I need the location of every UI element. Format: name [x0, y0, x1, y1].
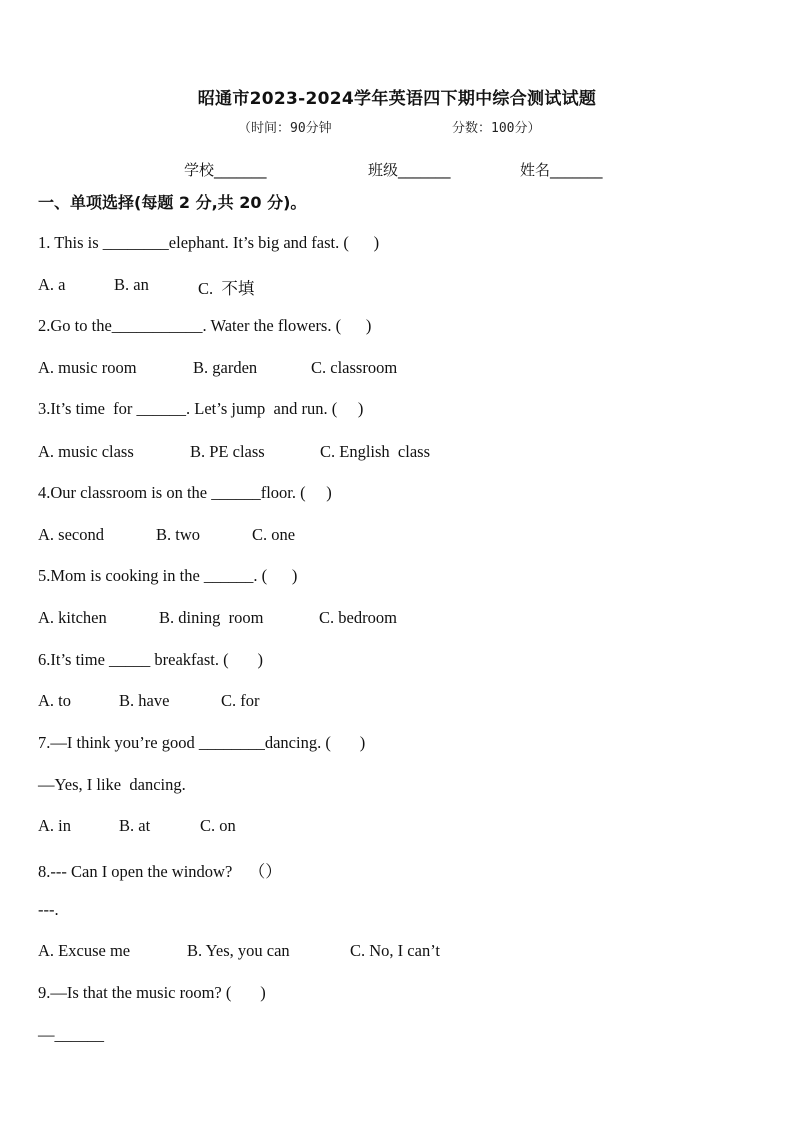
- q4-option-b: B. two: [156, 525, 201, 544]
- q8-option-c: C. No, I can’t: [350, 941, 440, 960]
- section-heading: 一、单项选择(每题 2 分,共 20 分)。: [38, 193, 307, 212]
- q3-option-a: A. music class: [38, 442, 134, 461]
- question-2: 2.Go to the___________. Water the flowers. ( ): [38, 316, 372, 335]
- q5-option-a: A. kitchen: [38, 608, 107, 627]
- question-4: 4.Our classroom is on the ______floor. ( ): [38, 483, 332, 502]
- exam-score: 分数：100分）: [452, 121, 541, 136]
- exam-title: 昭通市2023-2024学年英语四下期中综合测试试题: [197, 89, 597, 109]
- class-field: 班级_______: [368, 161, 451, 179]
- q4-option-c: C. one: [252, 525, 296, 544]
- q7-option-b: B. at: [119, 816, 151, 835]
- q8-option-a: A. Excuse me: [38, 941, 131, 960]
- question-7-reply: —Yes, I like dancing.: [38, 775, 186, 794]
- q6-option-c: C. for: [221, 691, 260, 710]
- name-field: 姓名_______: [520, 161, 603, 179]
- q2-option-a: A. music room: [38, 358, 137, 377]
- q4-option-a: A. second: [38, 525, 104, 544]
- q8-option-b: B. Yes, you can: [187, 941, 290, 960]
- q7-option-a: A. in: [38, 816, 71, 835]
- question-9: 9.—Is that the music room? ( ): [38, 983, 266, 1002]
- q2-option-c: C. classroom: [311, 358, 398, 377]
- q3-option-b: B. PE class: [190, 442, 265, 461]
- question-6: 6.It’s time _____ breakfast. ( ): [38, 650, 263, 669]
- school-field: 学校_______: [184, 161, 267, 179]
- question-7: 7.—I think you’re good ________dancing. ( ): [38, 733, 366, 752]
- q2-option-b: B. garden: [193, 358, 258, 377]
- q6-option-b: B. have: [119, 691, 170, 710]
- q1-option-c: C. 不填: [198, 279, 255, 298]
- q7-option-c: C. on: [200, 816, 236, 835]
- q1-option-b: B. an: [114, 275, 149, 294]
- question-1: 1. This is ________elephant. It’s big and fast. ( ): [38, 233, 380, 252]
- exam-time: （时间：90分钟: [238, 121, 332, 136]
- question-9-reply: —______: [38, 1025, 104, 1044]
- q3-option-c: C. English class: [320, 442, 430, 461]
- q6-option-a: A. to: [38, 691, 71, 710]
- q1-option-a: A. a: [38, 275, 66, 294]
- q5-option-c: C. bedroom: [319, 608, 397, 627]
- question-3: 3.It’s time for ______. Let’s jump and run. ( ): [38, 399, 364, 418]
- question-5: 5.Mom is cooking in the ______. ( ): [38, 566, 298, 585]
- q5-option-b: B. dining room: [159, 608, 264, 627]
- question-8: 8.--- Can I open the window? （）: [38, 862, 282, 881]
- question-8-reply: ---.: [38, 900, 59, 919]
